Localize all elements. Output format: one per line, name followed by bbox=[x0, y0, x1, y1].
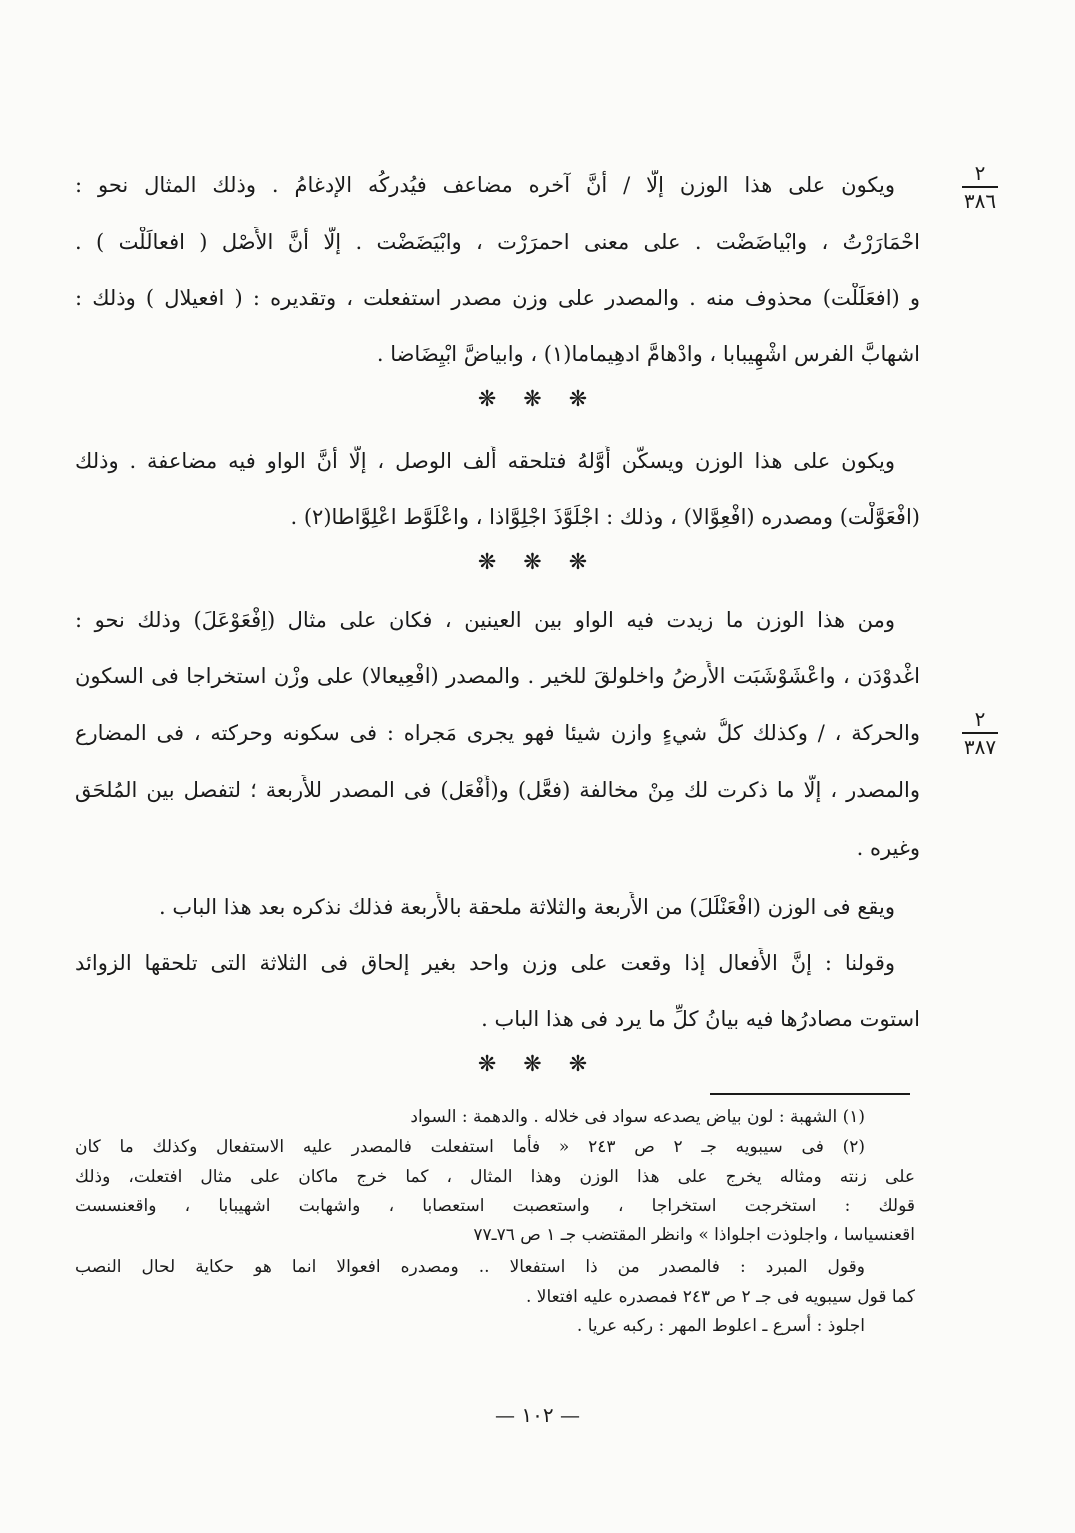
footnote-line: اجلوذ : أسرع ـ اعلوط المهر : ركبه عريا . bbox=[576, 1316, 865, 1336]
section-separator: ❋ ❋ ❋ bbox=[477, 387, 598, 412]
section-separator: ❋ ❋ ❋ bbox=[477, 1052, 598, 1077]
body-line: و (افعَلَلْت) محذوف منه . والمصدر على وزن مصدر استفعلت ، وتقديره : ( افعيلال ) وذلك : bbox=[75, 286, 920, 310]
margin-reference-1 bbox=[945, 160, 1015, 214]
body-line: اشهابَّ الفرس اشْهِيبابا ، وادْهامَّ ادهِيماما(١) ، وابياضَّ ابْيِضَاضا . bbox=[376, 342, 920, 366]
body-line: (افْعَوَّلْت) ومصدره (افْعِوَّالا) ، وذلك : اجْلَوَّذَ اجْلِوَّاذا ، واعْلَوَّط اعْلِوَّاطا(٢) . bbox=[290, 505, 920, 529]
body-line: وغيره . bbox=[856, 836, 920, 860]
footnote-line: وقول المبرد : فالمصدر من ذا استفعالا .. ومصدره افعوالا انما هو حكاية لحال النصب bbox=[75, 1257, 865, 1277]
footnote-line: على زنته ومثاله يخرج على هذا الوزن وهذا المثال ، كما خرج ماكان على مثال افتعلت، وذلك bbox=[75, 1167, 915, 1187]
footnote-divider bbox=[710, 1093, 910, 1095]
margin-volume-number: ٢ bbox=[962, 706, 998, 734]
footnote-line: (١) الشهبة : لون بياض يصدعه سواد فى خلاله . والدهمة : السواد bbox=[410, 1107, 865, 1127]
body-line: ومن هذا الوزن ما زيدت فيه الواو بين العينين ، فكان على مثال (اِفْعَوْعَلَ) وذلك نحو : bbox=[75, 608, 895, 632]
body-line: اغْدوْدَن ، واعْشَوْشَبَت الأَرضُ واخلولقَ للخير . والمصدر (افْعِيعالا) على وزْن استخراجا فى السكون bbox=[75, 664, 920, 688]
body-line: وقولنا : إنَّ الأَفعال إذا وقعت على وزن واحد بغير إلحاق فى الثلاثة التى تلحقها الزوائد bbox=[75, 951, 895, 975]
body-line: ويكون على هذا الوزن إلّا / أنَّ آخره مضاعف فيُدركُه الإدغامُ . وذلك المثال نحو : bbox=[75, 173, 895, 197]
body-line: استوت مصادرُها فيه بيانُ كلِّ ما يرد فى هذا الباب . bbox=[481, 1007, 920, 1031]
body-line: والمصدر ، إلّا ما ذكرت لك مِنْ مخالفة (فعَّل) و(أَفْعَل) فى المصدر للأَربعة ؛ لتفصل بين المُلحَق bbox=[75, 778, 920, 802]
margin-reference-2 bbox=[945, 706, 1015, 760]
margin-page-number: ٣٨٧ bbox=[963, 735, 997, 759]
margin-volume-number: ٢ bbox=[962, 160, 998, 188]
section-separator: ❋ ❋ ❋ bbox=[477, 550, 598, 575]
page-number: — ١٠٢ — bbox=[495, 1403, 580, 1427]
body-line: احْمَارَرْتُ ، وابْياضَضْت . على معنى احمرَرْت ، وابْيَضَضْت . إلّا أنَّ الأَصْل ( افعالَلْت ) . bbox=[75, 230, 920, 254]
margin-page-number: ٣٨٦ bbox=[963, 189, 997, 213]
footnote-line: (٢) فى سيبويه جـ ٢ ص ٢٤٣ « فأما استفعلت فالمصدر عليه الاستفعال وكذلك ما كان bbox=[75, 1137, 865, 1157]
footnote-line: قولك : استخرجت استخراجا ، واستعصبت استعصابا ، واشهابت اشهيبابا ، واقعنسست bbox=[75, 1196, 915, 1216]
footnote-line: اقعنسياسا ، واجلوذت اجلواذا » وانظر المقتضب جـ ١ ص ٧٦ـ٧٧ bbox=[473, 1225, 915, 1245]
footnote-line: كما قول سيبويه فى جـ ٢ ص ٢٤٣ فمصدره عليه افتعالا . bbox=[525, 1287, 915, 1307]
body-line: ويقع فى الوزن (افْعَنْلَلَ) من الأَربعة والثلاثة ملحقة بالأَربعة فذلك نذكره بعد هذا الباب . bbox=[159, 895, 895, 919]
body-line: والحركة ، / وكذلك كلُّ شيءٍ وازن شيئا فهو يجرى مَجراه : فى سكونه وحركته ، فى المضارع bbox=[75, 721, 920, 745]
body-line: ويكون على هذا الوزن ويسكَّن أَوَّلهُ فتلحقه أَلف الوصل ، إلّا أنَّ الواو فيه مضاعفة . وذلك bbox=[75, 449, 895, 473]
